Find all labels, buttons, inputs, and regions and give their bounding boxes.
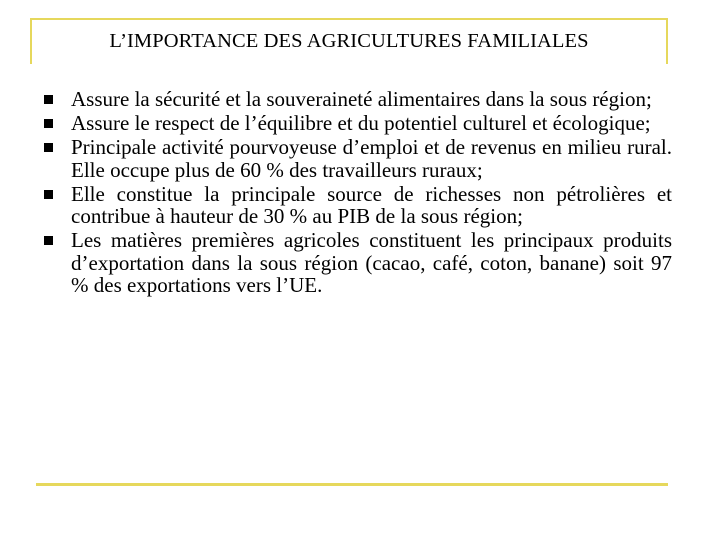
square-bullet-icon — [44, 190, 53, 199]
square-bullet-icon — [44, 119, 53, 128]
bullet-item — [44, 229, 672, 297]
bullet-item — [44, 183, 672, 228]
bullet-text: Elle constitue la principale source de richesses non pétrolières et contribue à hauteur de 30 % au PIB de la sous région; — [71, 181, 672, 228]
square-bullet-icon — [44, 236, 53, 245]
bullet-text: Assure le respect de l’équilibre et du potentiel culturel et écologique; — [71, 111, 651, 135]
bullet-text: Principale activité pourvoyeuse d’emploi et de revenus en milieu rural. Elle occupe plus de 60 % des travailleurs ruraux; — [71, 135, 672, 182]
bullet-item — [44, 136, 672, 181]
bullet-item — [44, 112, 672, 135]
bullet-item — [44, 88, 672, 111]
bullet-text: Les matières premières agricoles constituent les principaux produits d’exportation dans la sous région (cacao, café, coton, banane) soit 97 % des exportations vers l’UE. — [71, 228, 672, 297]
square-bullet-icon — [44, 143, 53, 152]
square-bullet-icon — [44, 95, 53, 104]
slide-title: L’IMPORTANCE DES AGRICULTURES FAMILIALES — [109, 30, 589, 52]
title-frame-top-line — [30, 18, 668, 20]
bullet-text: Assure la sécurité et la souveraineté alimentaires dans la sous région; — [71, 87, 652, 111]
bullet-list — [44, 88, 672, 298]
bottom-rule — [36, 483, 668, 486]
